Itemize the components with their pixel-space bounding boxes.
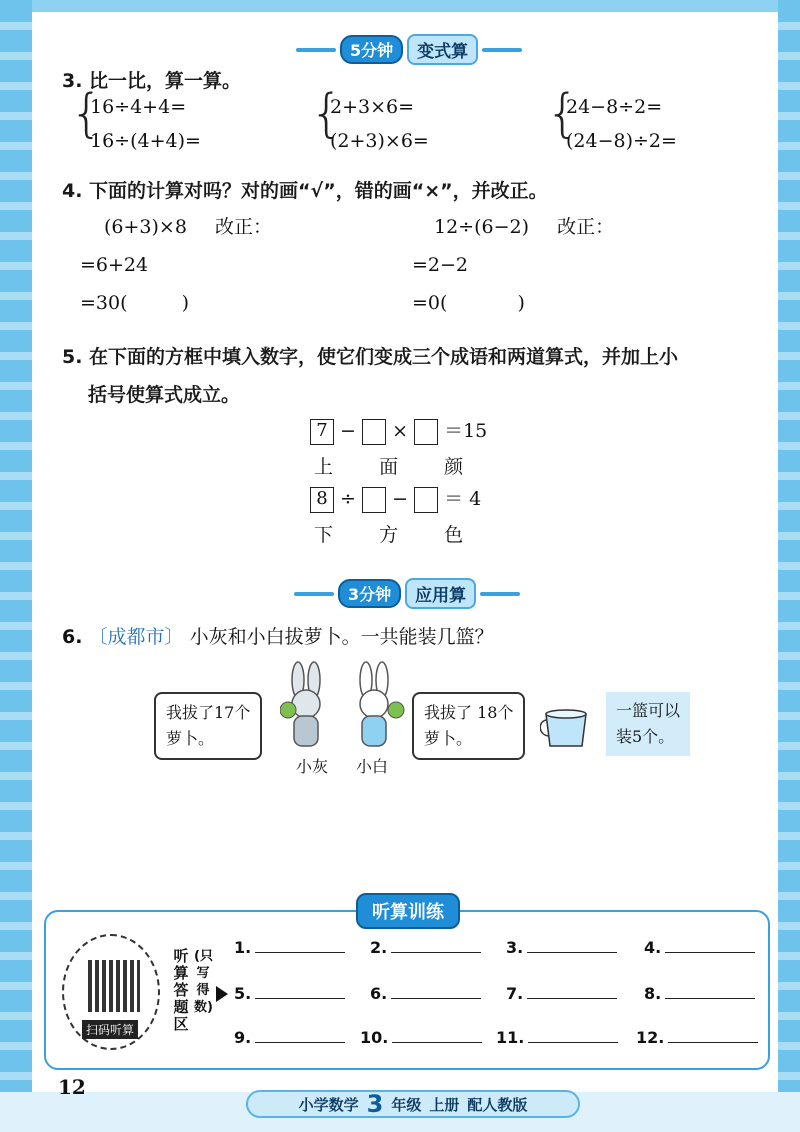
- footer-book-info: [246, 1090, 580, 1118]
- answer-line[interactable]: [391, 985, 481, 999]
- note-line: 一篮可以: [616, 701, 681, 720]
- q6-number: 6.: [62, 626, 83, 648]
- answer-line[interactable]: [668, 1029, 758, 1043]
- q5-title-line1: 5. 在下面的方框中填入数字，使它们变成三个成语和两道算式，并加上小: [62, 346, 679, 368]
- answer-line[interactable]: [392, 1029, 482, 1043]
- answer-item[interactable]: [370, 984, 481, 1003]
- q4-right-fix-label: 改正：: [557, 216, 615, 238]
- q4-left-result: =30(: [80, 292, 128, 314]
- page-number: 12: [58, 1075, 86, 1099]
- speech-bubble-white: [412, 692, 525, 760]
- q4-left-expression: (6+3)×8: [104, 216, 187, 238]
- answer-item[interactable]: [506, 938, 617, 957]
- idiom-char: 方: [379, 524, 399, 546]
- listening-title: 听算训练: [356, 893, 460, 929]
- q3-expr: 16÷(4+4)=: [90, 130, 201, 152]
- answer-item[interactable]: [234, 1028, 345, 1047]
- answer-number: 10.: [360, 1028, 389, 1047]
- qr-label: 扫码听算: [82, 1020, 138, 1039]
- q5-box-blank[interactable]: [414, 487, 438, 513]
- answer-item[interactable]: [636, 1028, 758, 1047]
- q4-right-expr: [434, 212, 614, 239]
- q4-left-expr: [104, 212, 272, 239]
- basket-icon: [540, 706, 592, 750]
- brace: {: [310, 84, 344, 144]
- section-header-applied: [294, 578, 520, 609]
- right-border: [778, 0, 800, 1132]
- q3-expr: 16÷4+4=: [90, 96, 187, 118]
- rabbits-illustration: [280, 660, 410, 760]
- q4-left-close-paren: ): [181, 292, 190, 314]
- idiom-char: 下: [314, 524, 334, 546]
- q5-equation-row2: [310, 484, 481, 513]
- q5-operator: −: [340, 420, 356, 442]
- bubble-line: 我拔了 18个: [424, 703, 514, 722]
- answer-number: 11.: [496, 1028, 525, 1047]
- section-header-variant: [296, 34, 522, 65]
- footer-subject: 小学数学: [298, 1095, 359, 1114]
- q5-box-filled: 7: [310, 419, 334, 445]
- q6-question-text: 小灰和小白拔萝卜。一共能装几篮？: [189, 626, 494, 648]
- q4-left-step2: [80, 292, 189, 314]
- answer-number: 1.: [234, 938, 252, 957]
- answer-line[interactable]: [665, 985, 755, 999]
- info-note: [606, 692, 690, 756]
- footer-grade-number: 3: [366, 1090, 384, 1118]
- q5-result: ＝15: [444, 420, 488, 442]
- answer-line[interactable]: [255, 985, 345, 999]
- header-line-left: [296, 48, 336, 52]
- white-rabbit: [360, 662, 404, 746]
- bubble-line: 萝卜。: [424, 729, 473, 748]
- section-title: 变式算: [407, 34, 478, 65]
- rabbit-name-gray: 小灰: [296, 757, 329, 776]
- rabbit-name-white: 小白: [356, 757, 389, 776]
- header-line-right: [480, 592, 520, 596]
- brace: {: [70, 84, 104, 144]
- idiom-char: 颜: [444, 456, 464, 478]
- answer-line[interactable]: [527, 939, 617, 953]
- answer-number: 5.: [234, 984, 252, 1003]
- q4-title: 4. 下面的计算对吗？对的画“√”，错的画“×”，并改正。: [62, 180, 548, 202]
- idiom-char: 上: [314, 456, 334, 478]
- q5-idiom-row2: [314, 520, 463, 547]
- section-minutes: 5分钟: [340, 35, 403, 64]
- q3-expr: (2+3)×6=: [330, 130, 429, 152]
- q5-title-line2: 括号使算式成立。: [88, 384, 241, 406]
- answer-number: 6.: [370, 984, 388, 1003]
- note-line: 装5个。: [616, 727, 675, 746]
- left-border: [0, 0, 32, 1132]
- q5-operator: ÷: [340, 488, 356, 510]
- q3-expr: 2+3×6=: [330, 96, 415, 118]
- section-minutes: 3分钟: [338, 579, 401, 608]
- q3-title: 3. 比一比，算一算。: [62, 70, 242, 92]
- q5-operator: ×: [392, 420, 408, 442]
- q5-idiom-row1: [314, 452, 463, 479]
- answer-line[interactable]: [391, 939, 481, 953]
- answer-number: 7.: [506, 984, 524, 1003]
- q3-expr: 24−8÷2=: [566, 96, 663, 118]
- section-title: 应用算: [405, 578, 476, 609]
- q4-right-step2: [412, 292, 525, 314]
- answer-number: 12.: [636, 1028, 665, 1047]
- q4-right-result: =0(: [412, 292, 448, 314]
- q4-right-close-paren: ): [517, 292, 525, 314]
- answer-line[interactable]: [528, 1029, 618, 1043]
- answer-item[interactable]: [234, 938, 345, 957]
- arrow-right-icon: [216, 986, 228, 1002]
- answer-item[interactable]: [644, 938, 755, 957]
- bubble-line: 我拔了17个: [166, 703, 251, 722]
- answer-zone-label: 听算答题区: [173, 947, 189, 1033]
- answer-number: 9.: [234, 1028, 252, 1047]
- q4-left-fix-label: 改正：: [214, 216, 272, 238]
- answer-item[interactable]: [360, 1028, 482, 1047]
- q6-region-tag: 〔成都市〕: [88, 626, 184, 648]
- answer-line[interactable]: [255, 939, 345, 953]
- q5-result: ＝ 4: [444, 488, 482, 510]
- q5-box-blank[interactable]: [362, 487, 386, 513]
- answer-item[interactable]: [644, 984, 755, 1003]
- q3-expr: (24−8)÷2=: [566, 130, 677, 152]
- brace: {: [546, 84, 580, 144]
- answer-item[interactable]: [234, 984, 345, 1003]
- bubble-line: 萝卜。: [166, 729, 215, 748]
- qr-code[interactable]: [88, 960, 140, 1012]
- q5-box-filled: 8: [310, 487, 334, 513]
- q4-right-expression: 12÷(6−2): [434, 216, 530, 238]
- q6-title: [62, 622, 494, 649]
- answer-line[interactable]: [255, 1029, 345, 1043]
- header-line-right: [482, 48, 522, 52]
- q5-box-blank[interactable]: [362, 419, 386, 445]
- header-line-left: [294, 592, 334, 596]
- gray-rabbit: [280, 662, 320, 746]
- answer-zone-note: (只写得数): [194, 949, 213, 1015]
- speech-bubble-gray: [154, 692, 262, 760]
- q5-box-blank[interactable]: [414, 419, 438, 445]
- q4-left-step1: =6+24: [80, 254, 149, 276]
- answer-number: 2.: [370, 938, 388, 957]
- answer-number: 4.: [644, 938, 662, 957]
- answer-line[interactable]: [665, 939, 755, 953]
- footer-edition: 配人教版: [467, 1095, 528, 1114]
- answer-item[interactable]: [496, 1028, 618, 1047]
- answer-item[interactable]: [370, 938, 481, 957]
- q5-equation-row1: [310, 416, 487, 445]
- footer-volume: 上册: [429, 1095, 460, 1114]
- idiom-char: 面: [379, 456, 399, 478]
- answer-number: 3.: [506, 938, 524, 957]
- answer-item[interactable]: [506, 984, 617, 1003]
- answer-line[interactable]: [527, 985, 617, 999]
- footer-grade: 年级: [391, 1095, 422, 1114]
- q5-operator: −: [392, 488, 408, 510]
- idiom-char: 色: [444, 524, 464, 546]
- answer-number: 8.: [644, 984, 662, 1003]
- q4-right-step1: =2−2: [412, 254, 469, 276]
